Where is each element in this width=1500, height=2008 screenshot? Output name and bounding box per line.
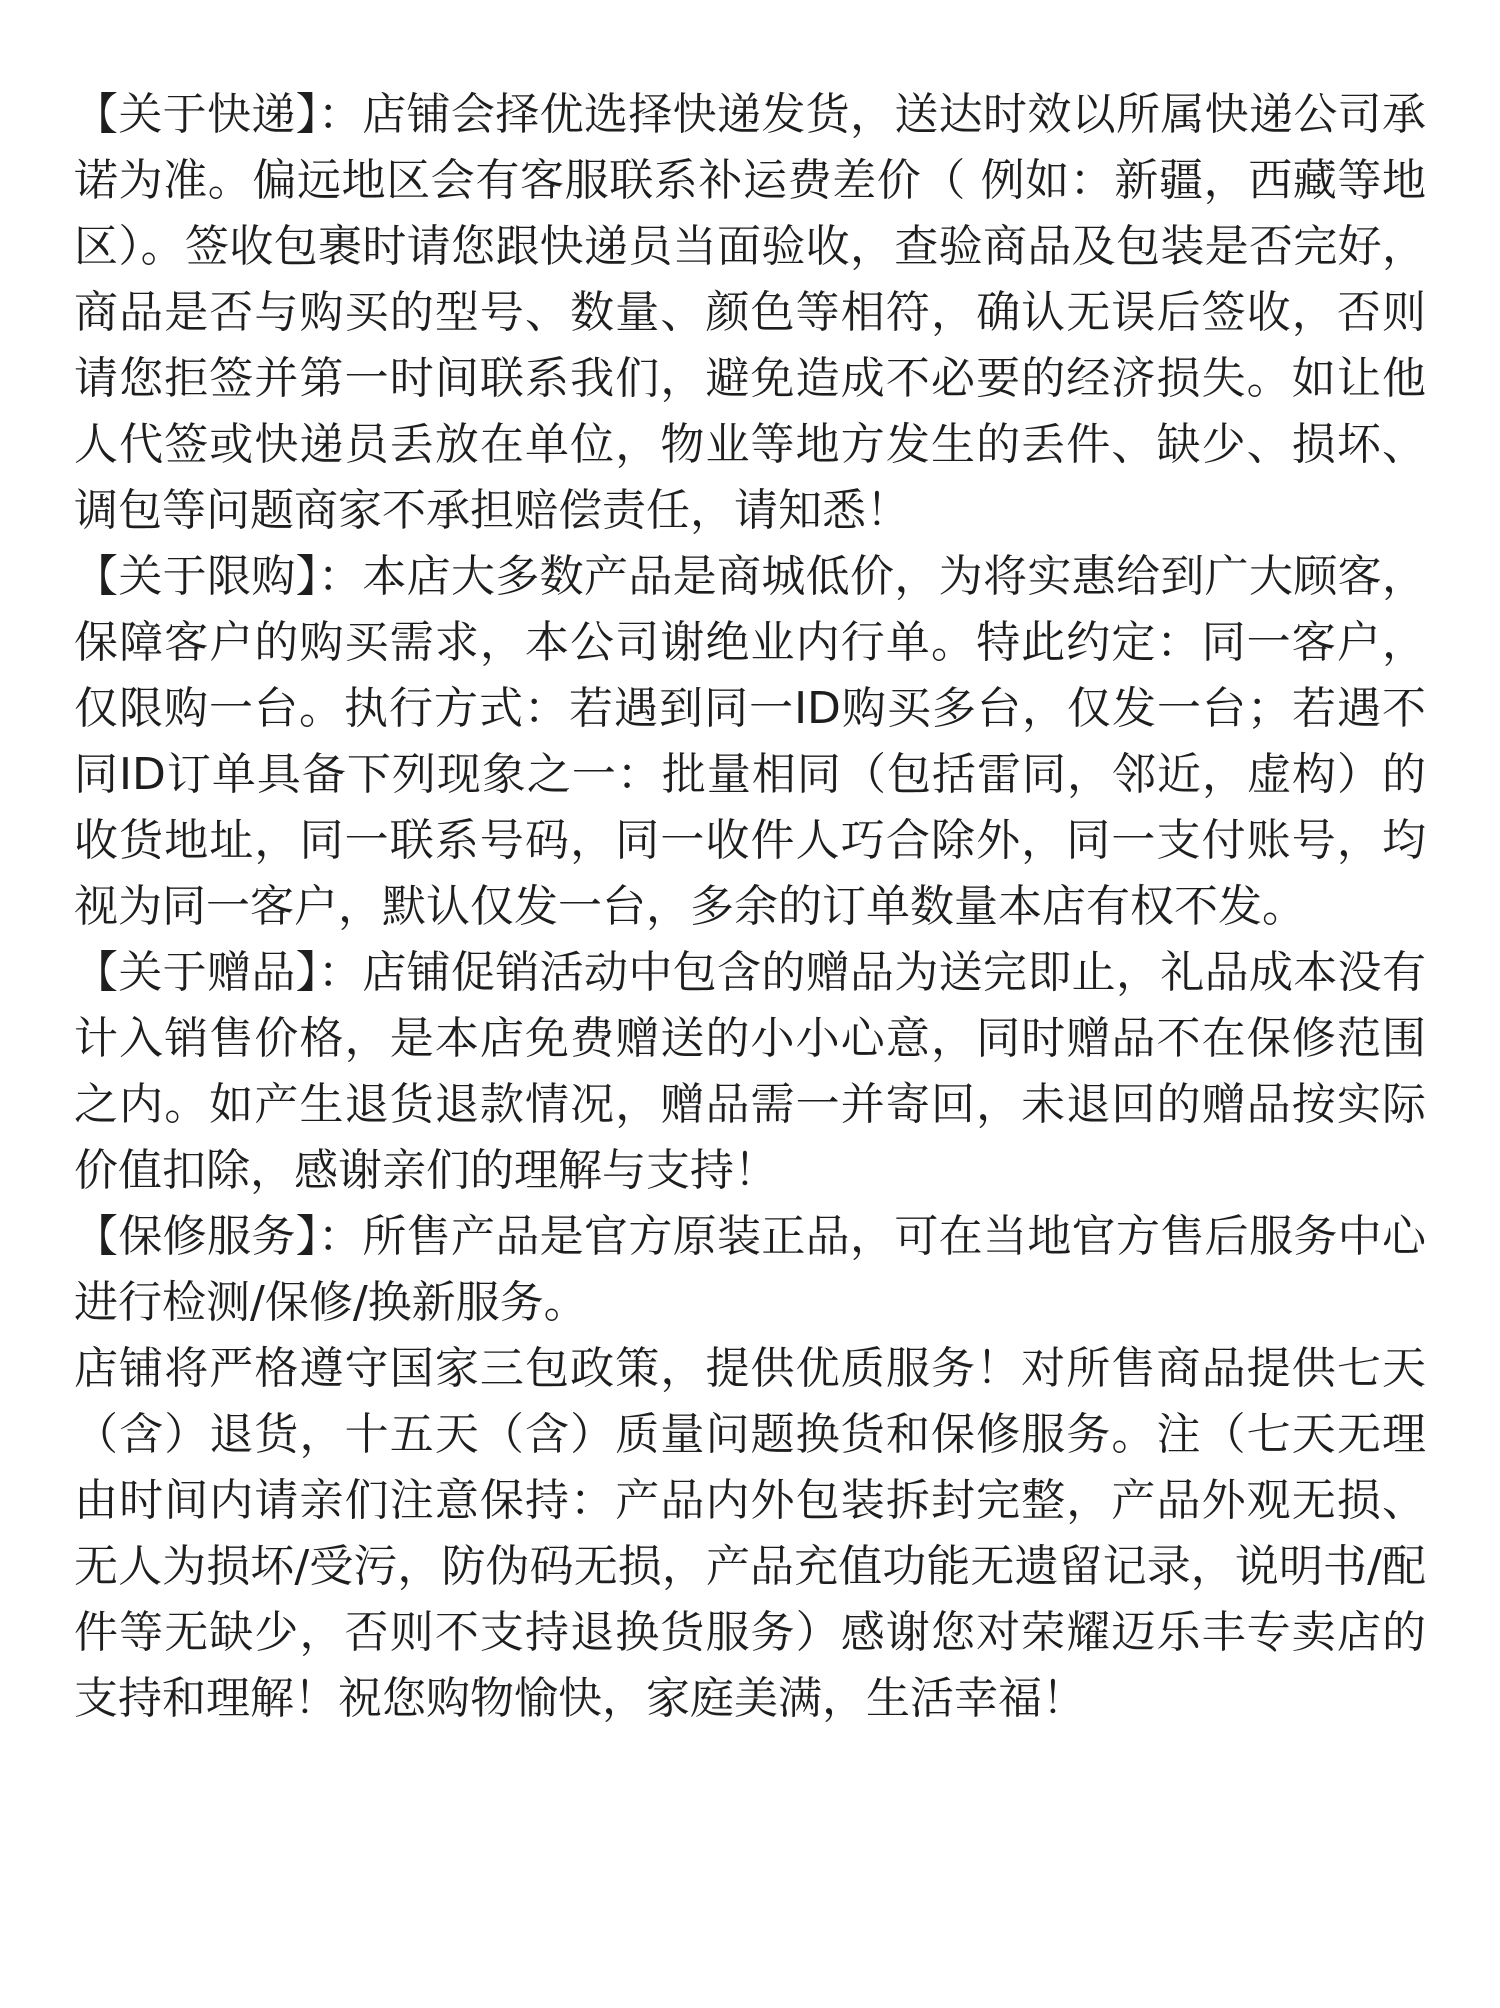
section-purchase-limit bbox=[74, 544, 1426, 940]
policy-text-block bbox=[74, 82, 1426, 1732]
section-express bbox=[74, 82, 1426, 544]
section-warranty bbox=[74, 1204, 1426, 1336]
closing-paragraph: 店铺将严格遵守国家三包政策，提供优质服务！对所售商品提供七天（含）退货，十五天（含）质量问题换货和保修服务。注（七天无理由时间内请亲们注意保持：产品内外包装拆封完整，产品外观无损、无人为损坏/受污，防伪码无损，产品充值功能无遗留记录，说明书/配件等无缺少，否则不支持退换货服务）感谢您对荣耀迈乐丰专卖店的支持和理解！祝您购物愉快，家庭美满，生活幸福！ bbox=[74, 1343, 1426, 1724]
section-purchase-limit-body: 本店大多数产品是商城低价，为将实惠给到广大顾客，保障客户的购买需求，本公司谢绝业内行单。特此约定：同一客户，仅限购一台。执行方式：若遇到同一ID购买多台，仅发一台；若遇不同ID订单具备下列现象之一：批量相同（包括雷同，邻近，虚构）的收货地址，同一联系号码，同一收件人巧合除外，同一支付账号，均视为同一客户，默认仅发一台，多余的订单数量本店有权不发。 bbox=[74, 551, 1427, 932]
section-warranty-body: 所售产品是官方原装正品，可在当地官方售后服务中心进行检测/保修/换新服务。 bbox=[74, 1211, 1427, 1328]
section-gifts-heading: 【关于赠品】： bbox=[74, 947, 363, 998]
section-gifts-body: 店铺促销活动中包含的赠品为送完即止，礼品成本没有计入销售价格，是本店免费赠送的小小心意，同时赠品不在保修范围之内。如产生退货退款情况，赠品需一并寄回，未退回的赠品按实际价值扣除，感谢亲们的理解与支持！ bbox=[74, 947, 1427, 1196]
section-express-heading: 【关于快递】： bbox=[74, 89, 363, 140]
section-gifts bbox=[74, 940, 1426, 1204]
section-express-body: 店铺会择优选择快递发货，送达时效以所属快递公司承诺为准。偏远地区会有客服联系补运费差价（ 例如：新疆，西藏等地区）。签收包裹时请您跟快递员当面验收，查验商品及包装是否完好，商品是否与购买的型号、数量、颜色等相符，确认无误后签收，否则请您拒签并第一时间联系我们，避免造成不必要的经济损失。如让他人代签或快递员丢放在单位，物业等地方发生的丢件、缺少、损坏、调包等问题商家不承担赔偿责任，请知悉！ bbox=[74, 89, 1427, 536]
section-purchase-limit-heading: 【关于限购】： bbox=[74, 551, 363, 602]
section-warranty-heading: 【保修服务】： bbox=[74, 1211, 363, 1262]
